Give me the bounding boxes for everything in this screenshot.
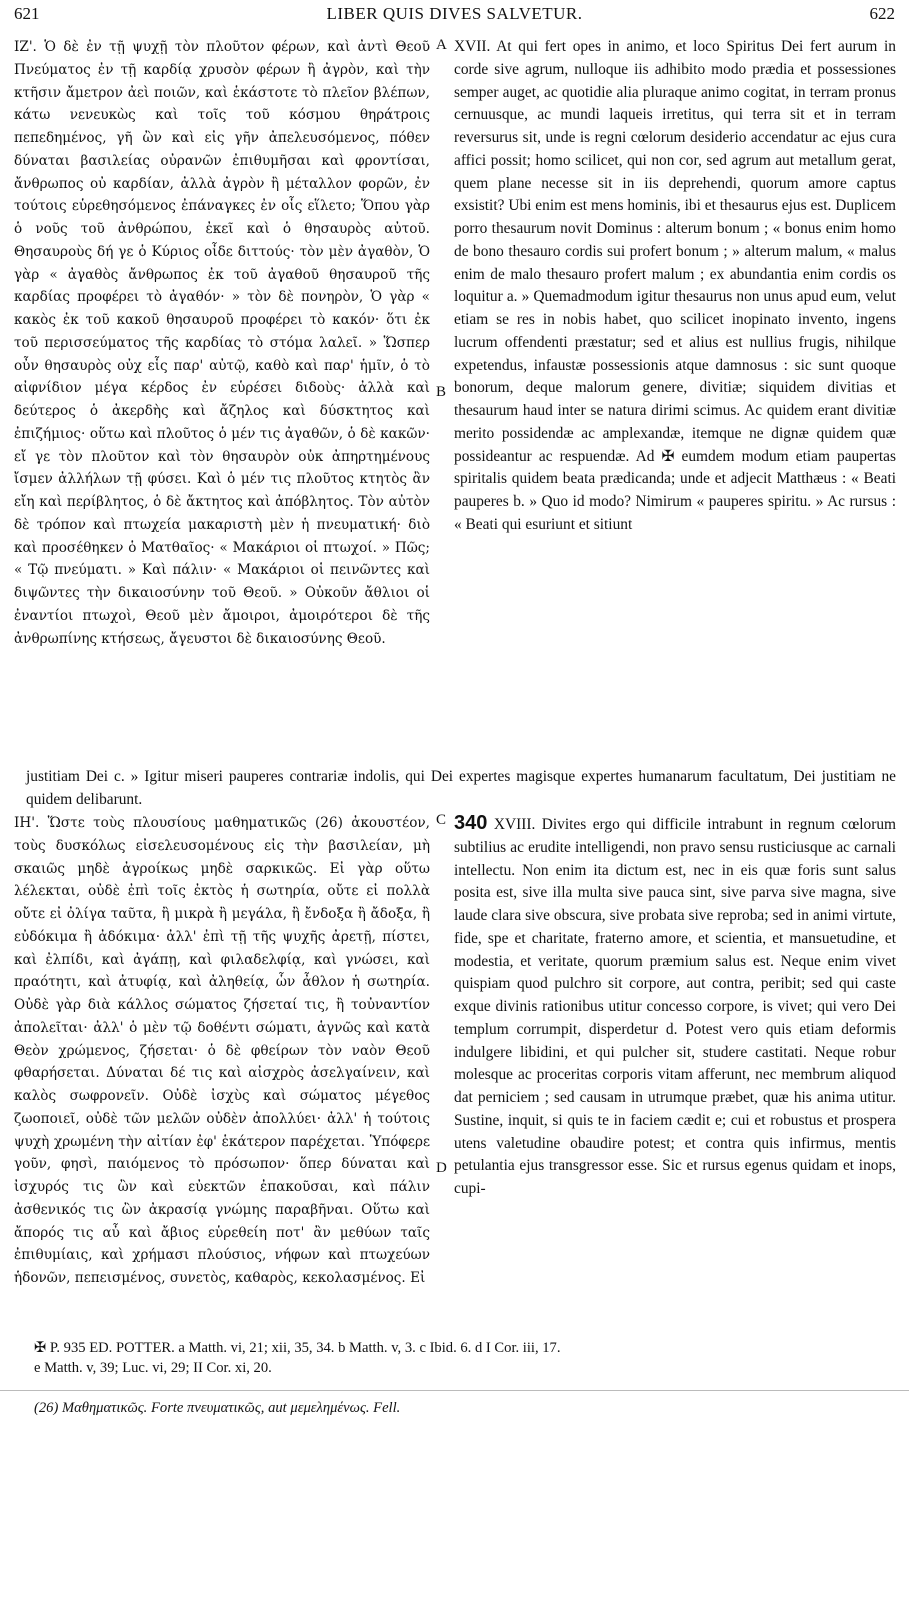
greek-column-section-17 xyxy=(14,36,430,650)
greek-column-section-18 xyxy=(14,812,430,1290)
page-number-right: 622 xyxy=(869,4,895,23)
margin-marker-d: D xyxy=(436,1160,447,1176)
editor-note-26: (26) Μαθηματικῶς. Forte πνευματικῶς, aut μεμελημένως. Fell. xyxy=(34,1400,401,1416)
footnote-line-2: e Matth. v, 39; Luc. vi, 29; II Cor. xi, 20. xyxy=(34,1360,272,1376)
margin-marker-c: C xyxy=(436,812,447,828)
greek-paragraph-18: ΙΗ'. Ὥστε τοὺς πλουσίους μαθηματικῶς (26) ἀκουστέον, τοὺς δυσκόλως εἰσελευσομένους εἰς τὴν βασιλείαν, μὴ σκαιῶς μηδὲ ἀγροίκως μηδὲ σαρκικῶς. Εἰ γὰρ οὕτω λέλεκται, οὐδὲ ἐπὶ τοῖς ἐκτὸς ἡ σωτηρία, οὔτε εἰ πολλὰ οὔτε εἰ ὀλίγα ταῦτα, ἢ μικρὰ ἢ μεγάλα, ἢ ἔνδοξα ἢ ἄδοξα, ἢ εὐδόκιμα ἢ ἀδόκιμα· ἀλλ' ἐπὶ τῇ τῆς ψυχῆς ἀρετῇ, πίστει, καὶ ἐλπίδι, καὶ ἀγάπῃ, καὶ φιλαδελφίᾳ, καὶ γνώσει, καὶ πραότητι, καὶ ἀτυφίᾳ, καὶ ἀληθείᾳ, ὧν ἆθλον ἡ σωτηρία. Οὐδὲ γὰρ διὰ κάλλος σώματος ζήσεταί τις, ἢ τοὐναντίον ἀπολεῖται· ἀλλ' ὁ μὲν τῷ δοθέντι σώματι, ἁγνῶς καὶ κατὰ Θεὸν χρώμενος, ζήσεται· ὁ δὲ φθείρων τὸν ναὸν Θεοῦ φθαρήσεται. Δύναται δέ τις καὶ αἰσχρὸς ἀσελγαίνειν, καὶ καλὸς σωφρονεῖν. Οὐδὲ ἰσχὺς καὶ σώματος μέγεθος ζωοποιεῖ, οὐδὲ τῶν μελῶν οὐδὲν ἀπολλύει· ἀλλ' ἡ τούτοις ψυχὴ χρωμένη τὴν αἰτίαν ἐφ' ἑκάτερον παρέχεται. Ὑπόφερε γοῦν, φησὶ, παιόμενος τὸ πρόσωπον· ὅπερ δύναται καὶ ἰσχυρός τις ὢν καὶ εὐεκτῶν ἐπακοῦσαι, καὶ πάλιν ἀσθενικός τις ὢν ἀκρασίᾳ γνώμης παραβῆναι. Οὕτω καὶ ἄπορός τις αὖ καὶ ἄβιος εὑρεθείη ποτ' ἂν μεθύων ταῖς ἐπιθυμίαις, καὶ χρήμασι πλούσιος, νήφων καὶ πτωχεύων ἡδονῶν, πεπεισμένος, συνετὸς, καθαρὸς, κεκολασμένος. Εἰ xyxy=(14,815,430,1286)
latin-column-section-18 xyxy=(454,812,896,1201)
latin-continuation-full-width xyxy=(26,766,896,812)
footnotes-block xyxy=(34,1338,894,1378)
page-number-left: 621 xyxy=(14,4,40,23)
footnote-line-1: ✠ P. 935 ED. POTTER. a Matth. vi, 21; xii, 35, 34. b Matth. v, 3. c Ibid. 6. d I Cor. iii, 17. xyxy=(34,1340,561,1356)
editor-note-block xyxy=(34,1398,894,1418)
latin-continuation-text: justitiam Dei c. » Igitur miseri pauperes contrariæ indolis, qui Dei expertes magisque expertes humanarum facultatum, Dei justitiam ne quidem delibarunt. xyxy=(26,768,896,808)
latin-paragraph-17: XVII. At qui fert opes in animo, et loco Spiritus Dei fert aurum in corde sive agrum, nulloque iis adhibito modo prædia et possessiones semper auget, ac quotidie alia pluraque animo cogitat, in terram pronus cernuusque, ac mundi laqueis irretitus, qui terra sit et in terram reversurus sit, unde is regni cœlorum desiderio accendatur ac ejus cura affici possit; homo scilicet, qui non cor, sed agrum aut metallum gerat, quem plane necesse sit in iis deprehendi, quorum amore captus exsistit? Ubi enim est mens hominis, ibi et thesaurus ejus est. Duplicem porro thesaurum novit Dominus : alterum bonum ; « bonus enim homo de bono thesauro cordis sui profert bonum ; » alterum malum, « malus enim de malo thesauro profert malum ; ex abundantia enim cordis os loquitur a. » Quemadmodum igitur thesaurus non unus apud eum, velut etiam se res in nobis habet, quo scilicet inopinato invento, ingens lucrum offendenti præstatur; sed et alius est nullius frugis, nihilque expetendus, infaustæ possessionis atque damnosus : sic sunt quoque bonorum, deque malorum genere, divitiæ; siquidem divitias et thesaurum haud inter se natura dirimi scimus. Ac quidem erant divitiæ merito possidendæ ac amplexandæ, itemque ne dignæ quidem quæ possideantur ac respuendæ. Ad ✠ eumdem modum etiam paupertas spiritalis quidem beata prædicanda; unde et adjecit Matthæus : « Beati pauperes b. » Quo id modo? Nimirum « pauperes spiritu. » Ac rursus : « Beati qui esuriunt et sitiunt xyxy=(454,38,896,533)
running-header xyxy=(14,4,895,28)
latin-paragraph-18 xyxy=(454,812,896,1201)
running-title: LIBER QUIS DIVES SALVETUR. xyxy=(326,4,583,23)
greek-paragraph-17: ΙΖ'. Ὁ δὲ ἐν τῇ ψυχῇ τὸν πλοῦτον φέρων, καὶ ἀντὶ Θεοῦ Πνεύματος ἐν τῇ καρδίᾳ χρυσὸν φέρων ἢ ἀγρὸν, καὶ τὴν κτῆσιν ἄμετρον ἀεὶ ποιῶν, καὶ ἑκάστοτε τὸ πλεῖον βλέπων, κάτω νενευκὼς καὶ τοῖς τοῦ κόσμου θηράτροις πεπεδημένος, γῆ ὢν καὶ εἰς γῆν ἀπελευσόμενος, πόθεν δύναται βασιλείας οὐρανῶν ἐπιθυμῆσαι καὶ φροντίσαι, ἄνθρωπος οὐ καρδίαν, ἀλλὰ ἀγρὸν ἢ μέταλλον φορῶν, ἐν τούτοις εὑρεθησόμενος ἐπάναγκες ἐν οἷς εἵλετο; Ὅπου γὰρ ὁ νοῦς τοῦ ἀνθρώπου, ἐκεῖ καὶ ὁ θησαυρὸς αὐτοῦ. Θησαυροὺς δή γε ὁ Κύριος οἶδε διττούς· τὸν μὲν ἀγαθὸν, Ὁ γὰρ « ἀγαθὸς ἄνθρωπος ἐκ τοῦ ἀγαθοῦ θησαυροῦ τῆς καρδίας προφέρει τὸ ἀγαθόν· » τὸν δὲ πονηρὸν, Ὁ γὰρ « κακὸς ἐκ τοῦ κακοῦ θησαυροῦ προφέρει τὸ κακόν· ὅτι ἐκ τοῦ περισσεύματος τῆς καρδίας τὸ στόμα λαλεῖ. » Ὥσπερ οὖν θησαυρὸς οὐχ εἷς παρ' αὐτῷ, καθὸ καὶ παρ' ἡμῖν, ὁ τὸ αἰφνίδιον μέγα κέρδος ἐν εὑρέσει διδοὺς· ἀλλὰ καὶ δεύτερος ὁ ἀκερδὴς καὶ ἄζηλος καὶ δύσκτητος καὶ ἐπιζήμιος· οὕτω καὶ πλοῦτος ὁ μέν τις ἀγαθῶν, ὁ δὲ κακῶν· εἴ γε τὸν πλοῦτον καὶ τὸν θησαυρὸν οὐκ ἀπηρτημένους ἴσμεν ἀλλήλων τῇ φύσει. Καὶ ὁ μέν τις πλοῦτος κτητὸς ἂν εἴη καὶ περίβλητος, ὁ δὲ ἄκτητος καὶ ἀπόβλητος. Τὸν αὐτὸν δὲ τρόπον καὶ πτωχεία μακαριστὴ μὲν ἡ πνευματική· διὸ καὶ προσέθηκεν ὁ Ματθαῖος· « Μακάριοι οἱ πτωχοί. » Πῶς; « Τῷ πνεύματι. » Καὶ πάλιν· « Μακάριοι οἱ πεινῶντες καὶ διψῶντες τὴν δικαιοσύνην τοῦ Θεοῦ. » Οὐκοῦν ἄθλιοι οἱ ἐναντίοι πτωχοὶ, Θεοῦ μὲν ἄμοιροι, ἀμοιρότεροι δὲ τῆς ἀνθρωπίνης κτήσεως, ἄγευστοι δὲ δικαιοσύνης Θεοῦ. xyxy=(14,39,430,647)
margin-marker-b: B xyxy=(436,384,447,400)
latin-paragraph-18-text: XVIII. Divites ergo qui difficile intrabunt in regnum cœlorum subtilius ac erudite intelligendi, non pravo sensu rusticiusque ac carnali intellectu. Non enim ita dictum est, nec in eis quæ foris sunt salus posita est, sive illa multa sive pauca sint, sive parva sive magna, sive laude clara sive obscura, sive probata sive reproba; sed in animi virtute, fide, spe et charitate, fraterno amore, et scientia, et mansuetudine, et modestia, et veritate, quorum præmium salus est. Neque enim vivet quispiam quod pulchro sit corpore, aut contra, peribit; sed qui caste exque divinis rationibus utitur concesso corpore, is vivet; qui vero Dei templum corrumpit, disperdetur d. Potest vero quis etiam deformis indulgere libidini, et qui pulcher sit, studere castitati. Neque robur molesque ac proceritas corporis vitam afferunt, nec membrum aliquod dat perniciem ; sed causam in utrumque præbet, quæ his anima utitur. Sustine, inquit, si quis te in faciem cædit e; cui et robustus et prospera utens valetudine obaudire potest; et contra quis infirmus, mentis petulantia ejus transgressor esse. Sic et rursus egenus quidam et inops, cupi- xyxy=(454,816,896,1197)
margin-marker-a: A xyxy=(436,37,447,53)
footnote-divider xyxy=(0,1390,909,1391)
column-number-340: 340 xyxy=(454,812,488,834)
latin-column-section-17 xyxy=(454,36,896,537)
